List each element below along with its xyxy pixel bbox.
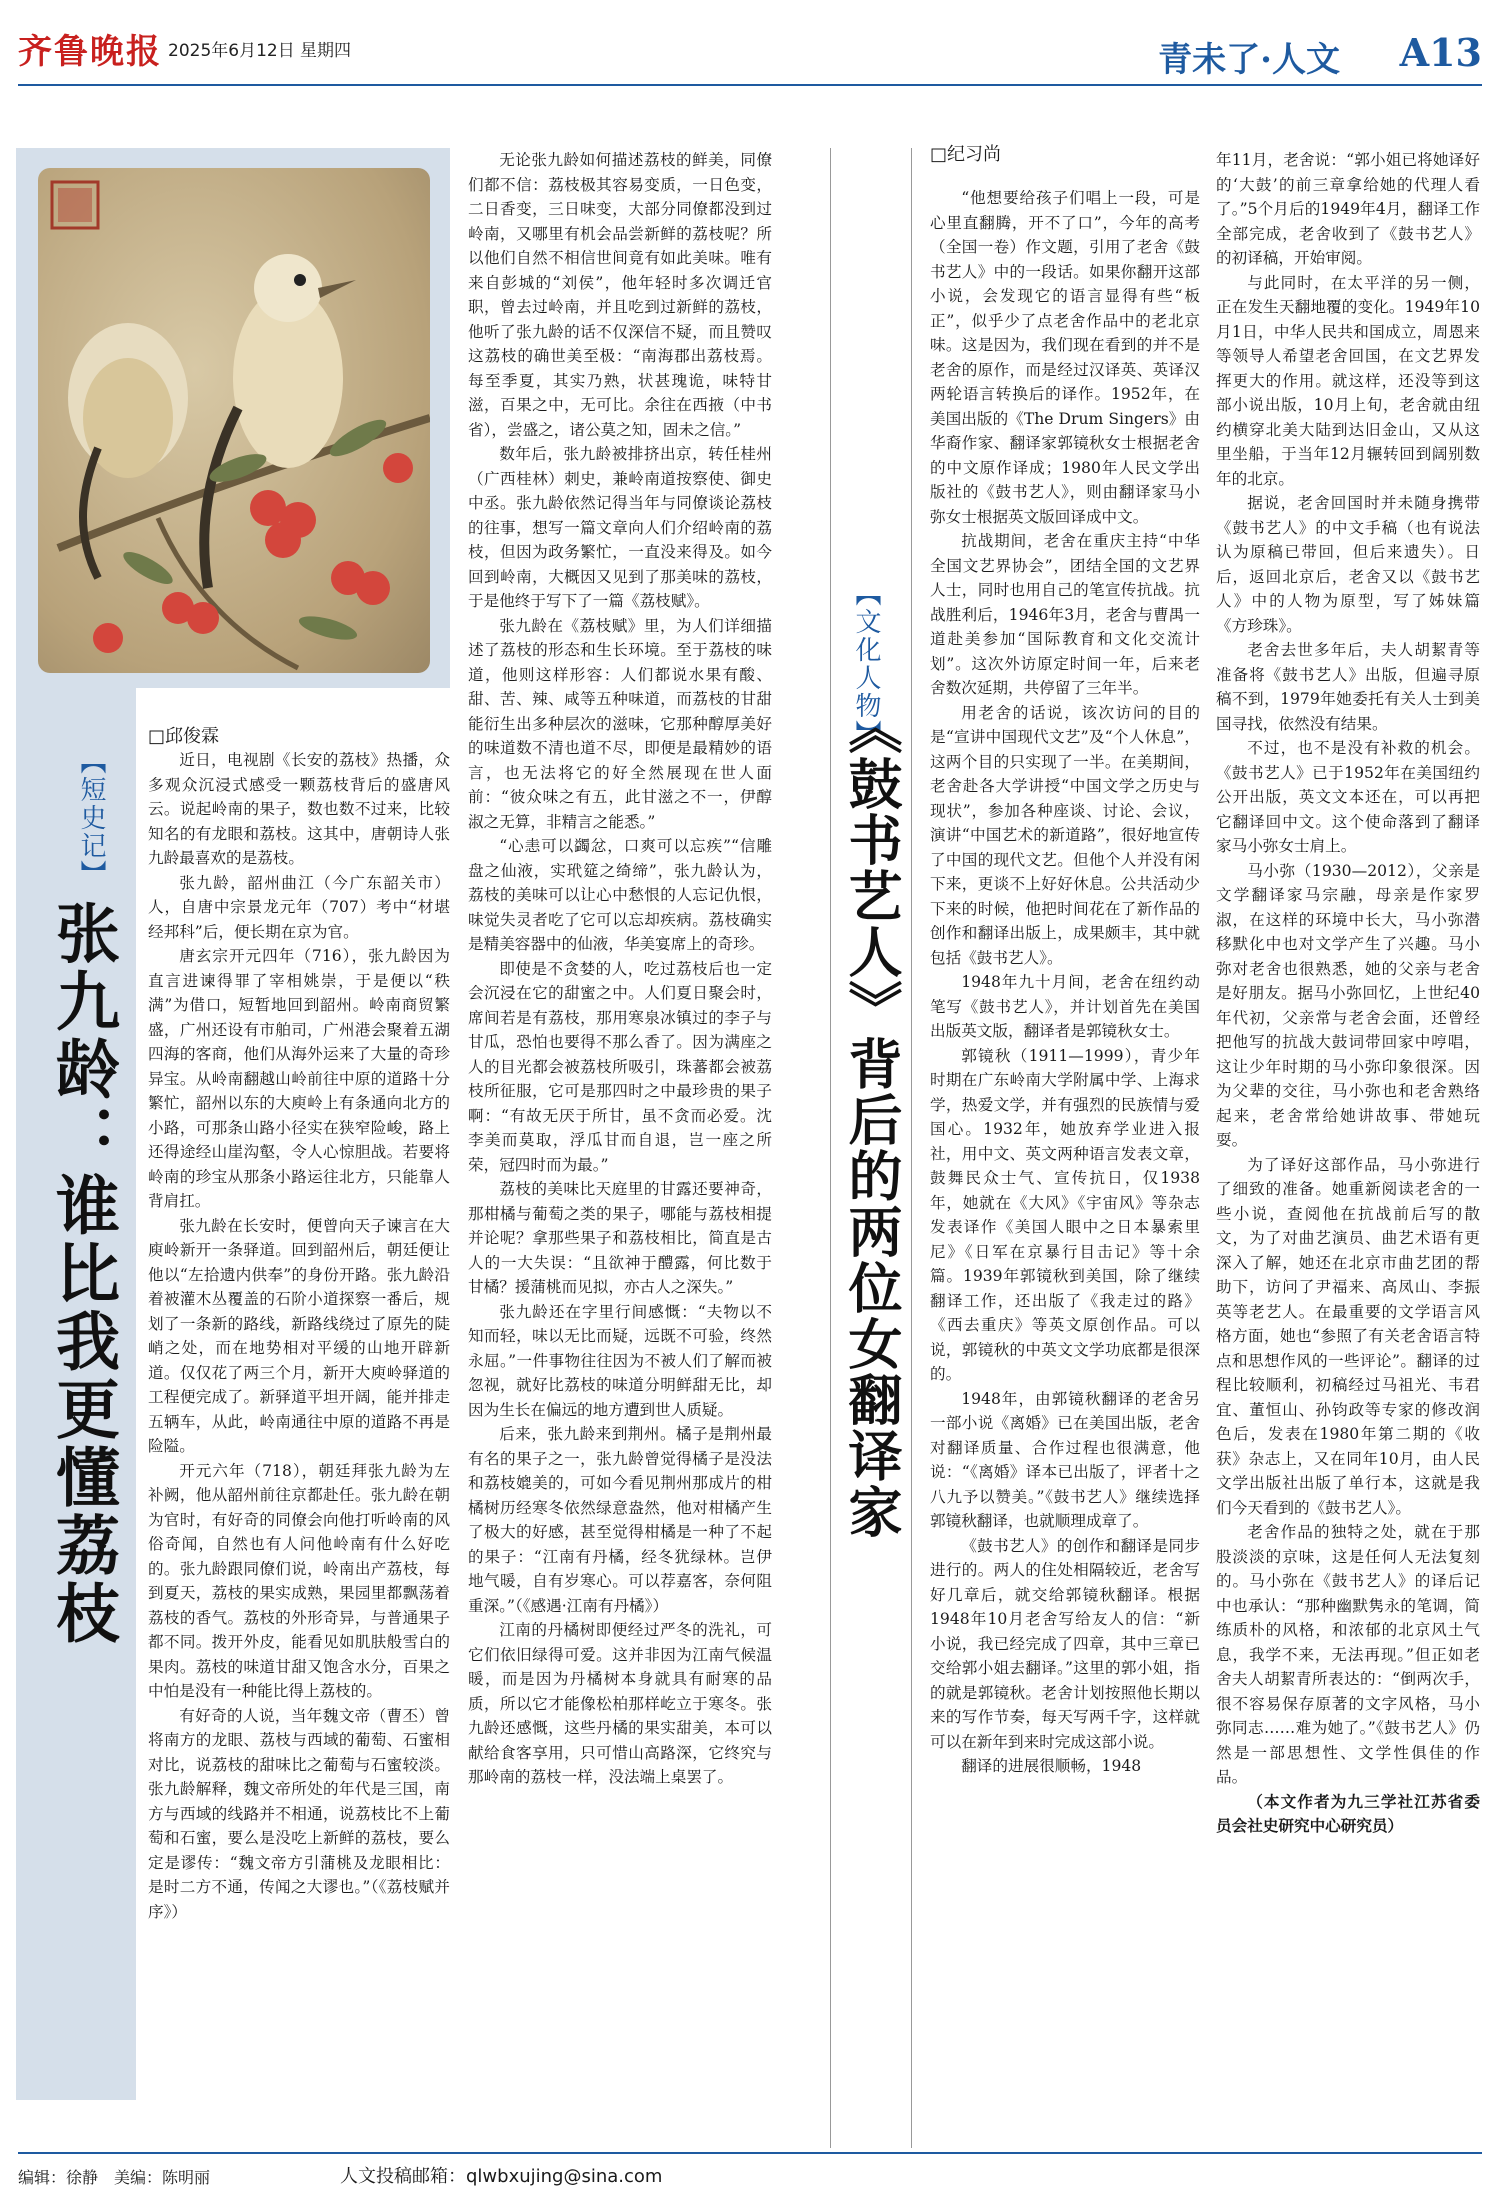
paragraph: 江南的丹橘树即便经过严冬的洗礼，可它们依旧绿得可爱。这并非因为江南气候温暖，而是因为丹橘树本身就具有耐寒的品质，所以它才能像松柏那样屹立于寒冬。张九龄还感慨，这些丹橘的果实甜美，本可以献给食客享用，只可惜山高路深，它终究与那岭南的荔枝一样，没法端上桌罢了。 bbox=[468, 1621, 772, 1786]
paragraph: 老舍作品的独特之处，就在于那股淡淡的京味，这是任何人无法复刻的。马小弥在《鼓书艺人》的译后记中也承认：“那种幽默隽永的笔调，简练质朴的风格，和浓郁的北京风土气息，我学不来，无法再现。”但正如老舍夫人胡絜青所表达的：“倒两次手，很不容易保存原著的文字风格，马小弥同志……难为她了。”《鼓书艺人》仍然是一部思想性、文学性俱佳的作品。 bbox=[1216, 1523, 1480, 1786]
paragraph: 抗战期间，老舍在重庆主持“中华全国文艺界协会”，团结全国的文艺界人士，同时也用自己的笔宣传抗战。抗战胜利后，1946年3月，老舍与曹禺一道赴美参加“国际教育和文化交流计划”。这次外访原定时间一年，后来老舍数次延期，共停留了三年半。 bbox=[930, 532, 1200, 697]
paragraph: 翻译的进展很顺畅，1948 bbox=[961, 1757, 1142, 1775]
paragraph: 马小弥（1930—2012），父亲是文学翻译家马宗融，母亲是作家罗淑，在这样的环境中长大，马小弥潜移默化中也对文学产生了兴趣。马小弥对老舍也很熟悉，她的父亲与老舍是好朋友。据马小弥回忆，上世纪40年代初，父亲常与老舍会面，还曾经把他写的抗战大鼓词带回家中哼唱，这让少年时期的马小弥印象很深。因为父辈的交往，马小弥也和老舍熟络起来，老舍常给她讲故事、带她玩耍。 bbox=[1216, 861, 1480, 1149]
paragraph: 张九龄还在字里行间感慨：“夫物以不知而轻，味以无比而疑，远既不可验，终然永屈。”一件事物往往因为不被人们了解而被忽视，就好比荔枝的味道分明鲜甜无比，却因为生长在偏远的地方遭到世人质疑。 bbox=[468, 1302, 772, 1419]
paragraph: “心恚可以蠲忿，口爽可以忘疾”“信雕盘之仙液，实玳筵之绮缔”，张九龄认为，荔枝的美味可以让心中愁恨的人忘记仇恨，味觉失灵者吃了它可以忘却疾病。荔枝确实是精美容器中的仙液，华美宴席上的奇珍。 bbox=[468, 837, 772, 953]
article-column bbox=[468, 148, 772, 2088]
paragraph: 张九龄在《荔枝赋》里，为人们详细描述了荔枝的形态和生长环境。至于荔枝的味道，他则这样形容：人们都说水果有酸、甜、苦、辣、咸等五种味道，而荔枝的甘甜能衍生出多种层次的滋味，它那种醇厚美好的味道数不清也道不尽，即便是最精妙的语言，也无法将它的好全然展现在世人面前：“彼众味之有五，此甘滋之不一，伊醇淑之无算，非精言之能悉。” bbox=[468, 616, 772, 831]
paragraph: 郭镜秋（1911—1999），青少年时期在广东岭南大学附属中学、上海求学，热爱文学，并有强烈的民族情与爱国心。1932年，她放弃学业进入报社，用中文、英文两种语言发表文章，鼓舞民众士气、宣传抗日，仅1938年，她就在《大风》《宇宙风》等杂志发表译作《美国人眼中之日本暴索里尼》《日军在京暴行目击记》等十余篇。1939年郭镜秋到美国，除了继续翻译工作，还出版了《我走过的路》《西去重庆》等英文原创作品。可以说，郭镜秋的中英文文学功底都是很深的。 bbox=[930, 1046, 1200, 1383]
birds-lychee-painting bbox=[38, 168, 430, 673]
paragraph: 开元六年（718），朝廷拜张九龄为左补阙，他从韶州前往京都赴任。张九龄在朝为官时，有好奇的同僚会向他打听岭南的风俗奇闻，自然也有人问他岭南有什么好吃的。张九龄跟同僚们说，岭南出产荔枝，每到夏天，荔枝的果实成熟，果园里都飘荡着荔枝的香气。荔枝的外形奇异，与普通果子都不同。拨开外皮，能看见如肌肤般雪白的果肉。荔枝的味道甘甜又饱含水分，百果之中怕是没有一种能比得上荔枝的。 bbox=[148, 1461, 450, 1700]
painting-image bbox=[16, 148, 450, 688]
article-column bbox=[1216, 148, 1480, 2088]
column-tag: 【文化人物】 bbox=[851, 580, 881, 748]
paragraph: 与此同时，在太平洋的另一侧，正在发生天翻地覆的变化。1949年10月1日，中华人民共和国成立，周恩来等领导人希望老舍回国，在文艺界发挥更大的作用。就这样，还没等到这部小说出版，10月上旬，老舍就由纽约横穿北美大陆到达旧金山，又从这里坐船，于当年12月辗转回到阔别数年的北京。 bbox=[1216, 273, 1480, 488]
paragraph: 1948年，由郭镜秋翻译的老舍另一部小说《离婚》已在美国出版，老舍对翻译质量、合作过程也很满意，他说：“《离婚》译本已出版了，评者十之八九予以赞美。”《鼓书艺人》继续选择郭镜秋翻译，也就顺理成章了。 bbox=[930, 1389, 1200, 1530]
paragraph: 张九龄在长安时，便曾向天子谏言在大庾岭新开一条驿道。回到韶州后，朝廷便让他以“左拾遗内供奉”的身份开路。张九龄沿着被灌木丛覆盖的石阶小道探察一番后，规划了一条新的路线，新路线绕过了原先的陡峭之处，而在地势相对平缓的山地开辟新道。仅仅花了两三个月，新开大庾岭驿道的工程便完成了。新驿道平坦开阔，能并排走五辆车，从此，岭南通往中原的道路不再是险隘。 bbox=[148, 1216, 450, 1455]
header-rule bbox=[18, 84, 1482, 86]
masthead-logo: 齐鲁晚报 bbox=[18, 32, 162, 72]
footer-rule bbox=[18, 2152, 1482, 2154]
paragraph: 年11月，老舍说：“郭小姐已将她译好的‘大鼓’的前三章拿给她的代理人看了。”5个月后的1949年4月，翻译工作全部完成，老舍收到了《鼓书艺人》的初译稿，开始审阅。 bbox=[1216, 151, 1480, 267]
author-note: （本文作者为九三学社江苏省委员会社史研究中心研究员） bbox=[1216, 1791, 1480, 1835]
article-title: 《鼓书艺人》背后的两位女翻译家 bbox=[840, 700, 904, 1540]
paragraph: 《鼓书艺人》的创作和翻译是同步进行的。两人的住处相隔较近，老舍写好几章后，就交给郭镜秋翻译。根据1948年10月老舍写给友人的信：“新小说，我已经完成了四章，其中三章已交给郭小姐去翻译。”这里的郭小姐，指的就是郭镜秋。老舍计划按照他长期以来的写作节奏，每天写两千字，这样就可以在新年到来时完成这部小说。 bbox=[930, 1536, 1200, 1751]
issue-date: 2025年6月12日 bbox=[168, 41, 295, 61]
paragraph: 1948年九十月间，老舍在纽约动笔写《鼓书艺人》，并计划首先在美国出版英文版，翻译者是郭镜秋女士。 bbox=[930, 973, 1200, 1040]
paragraph: 据说，老舍回国时并未随身携带《鼓书艺人》的中文手稿（也有说法认为原稿已带回，但后来遗失）。日后，返回北京后，老舍又以《鼓书艺人》中的人物为原型，写了姊妹篇《方珍珠》。 bbox=[1216, 494, 1480, 635]
paragraph: 为了译好这部作品，马小弥进行了细致的准备。她重新阅读老舍的一些小说，查阅他在抗战前后写的散文，为了对曲艺演员、曲艺术语有更深入了解，她还在北京市曲艺团的帮助下，访问了尹福来、高凤山、李振英等老艺人。在最重要的文学语言风格方面，她也“参照了有关老舍语言特点和思想作风的一些评论”。翻译的过程比较顺利，初稿经过马祖光、韦君宜、董恒山、孙钧政等专家的修改润色后，发表在1980年第二期的《收获》杂志上，又在同年10月，由人民文学出版社出版了单行本，这就是我们今天看到的《鼓书艺人》。 bbox=[1216, 1155, 1480, 1517]
paragraph: 无论张九龄如何描述荔枝的鲜美，同僚们都不信：荔枝极其容易变质，一日色变，二日香变，三日味变，大部分同僚都没到过岭南，又哪里有机会品尝新鲜的荔枝呢？所以他们自然不相信世间竟有如此美味。唯有来自彭城的“刘侯”，他年轻时多次调迁官职，曾去过岭南，并且吃到过新鲜的荔枝，他听了张九龄的话不仅深信不疑，而且赞叹这荔枝的确世美至极：“南海郡出荔枝焉。每至季夏，其实乃熟，状甚瑰诡，味特甘滋，百果之中，无可比。余往在西掖（中书省），尝盛之，诸公莫之知，固未之信。” bbox=[468, 151, 772, 439]
paragraph: 唐玄宗开元四年（716），张九龄因为直言进谏得罪了宰相姚崇，于是便以“秩满”为借口，短暂地回到韶州。岭南商贸繁盛，广州还设有市舶司，广州港会聚着五湖四海的客商，他们从海外运来了大量的奇珍异宝。从岭南翻越山岭前往中原的道路十分繁忙，韶州以东的大庾岭上有条通向北方的小路，可那条山路小径实在狭窄险峻，路上还得途经山崖沟壑，令人心惊胆战。若要将岭南的珍宝从那条小路运往北方，只能靠人背肩扛。 bbox=[148, 947, 450, 1210]
paragraph: 张九龄，韶州曲江（今广东韶关市）人，自唐中宗景龙元年（707）考中“材堪经邦科”后，便长期在京为官。 bbox=[148, 873, 450, 941]
article-column bbox=[930, 186, 1200, 2088]
article-title: 张九龄：谁比我更懂荔枝 bbox=[45, 900, 120, 1648]
article-column bbox=[148, 748, 450, 2088]
paragraph: 用老舍的话说，该次访问的目的是“宣讲中国现代文艺”及“个人休息”，这两个目的只实现了一半。在美期间，老舍赴各大学讲授“中国文学之历史与现状”，参加各种座谈、讨论、会议，演讲“中国艺术的新道路”，很好地宣传了中国的现代文艺。但他个人并没有闲下来，更谈不上好好休息。公共活动少下来的时候，他把时间花在了新作品的创作和翻译出版上，成果颇丰，其中就包括《鼓书艺人》。 bbox=[930, 703, 1200, 967]
paragraph: 即使是不贪婪的人，吃过荔枝后也一定会沉浸在它的甜蜜之中。人们夏日聚会时，席间若是有荔枝，那用寒泉冰镇过的李子与甘瓜，恐怕也要得不那么香了。因为满座之人的目光都会被荔枝所吸引，珠蕃都会被荔枝所征服，它可是那四时之中最珍贵的果子啊：“有故无厌于所甘，虽不贪而必爱。沈李美而莫取，浮瓜甘而自退，岂一座之所荣，冠四时而为最。” bbox=[468, 959, 772, 1174]
paragraph: 数年后，张九龄被排挤出京，转任桂州（广西桂林）刺史，兼岭南道按察使、御史中丞。张九龄依然记得当年与同僚谈论荔枝的往事，想写一篇文章向人们介绍岭南的荔枝，但因为政务繁忙，一直没来得及。如今回到岭南，大概因又见到了那美味的荔枝，于是他终于写下了一篇《荔枝赋》。 bbox=[468, 445, 772, 610]
paragraph: 老舍去世多年后，夫人胡絜青等准备将《鼓书艺人》出版，但遍寻原稿不到，1979年她委托有关人士到美国寻找，依然没有结果。 bbox=[1216, 641, 1480, 733]
issue-weekday: 星期四 bbox=[300, 41, 351, 61]
paragraph: “他想要给孩子们唱上一段，可是心里直翻腾，开不了口”，今年的高考（全国一卷）作文题，引用了老舍《鼓书艺人》中的一段话。如果你翻开这部小说，会发现它的语言显得有些“板正”，似乎少了点老舍作品中的老北京味。这是因为，我们现在看到的并不是老舍的原作，而是经过汉译英、英译汉两轮语言转换后的译作。1952年，在美国出版的《The Drum Singers》由华裔作家、翻译家郭镜秋女士根据老舍的中文原作译成；1980年人民文学出版社的《鼓书艺人》，则由翻译家马小弥女士根据英文版回译成中文。 bbox=[930, 189, 1200, 526]
column-tag: 【短史记】 bbox=[76, 748, 106, 888]
page-number: A13 bbox=[1399, 30, 1482, 75]
article-author: □纪习尚 bbox=[930, 144, 1002, 165]
footer-editor: 编辑：徐静 美编：陈明丽 bbox=[18, 2168, 211, 2187]
paragraph: 有好奇的人说，当年魏文帝（曹丕）曾将南方的龙眼、荔枝与西域的葡萄、石蜜相对比，说荔枝的甜味比之葡萄与石蜜较淡。张九龄解释，魏文帝所处的年代是三国，南方与西域的线路并不相通，说荔枝比不上葡萄和石蜜，要么是没吃上新鲜的荔枝，要么定是谬传：“魏文帝方引蒲桃及龙眼相比：是时二方不通，传闻之大谬也。”（《荔枝赋并序》） bbox=[148, 1706, 450, 1921]
paragraph: 近日，电视剧《长安的荔枝》热播，众多观众沉浸式感受一颗荔枝背后的盛唐风云。说起岭南的果子，数也数不过来，比较知名的有龙眼和荔枝。这其中，唐朝诗人张九龄最喜欢的是荔枝。 bbox=[148, 751, 450, 867]
paragraph: 后来，张九龄来到荆州。橘子是荆州最有名的果子之一，张九龄曾觉得橘子是没法和荔枝媲美的，可如今看见荆州那成片的柑橘树历经寒冬依然绿意盎然，他对柑橘产生了极大的好感，甚至觉得柑橘是一种了不起的果子：“江南有丹橘，经冬犹绿林。岂伊地气暖，自有岁寒心。可以荐嘉客，奈何阻重深。”（《感遇·江南有丹橘》） bbox=[468, 1425, 772, 1615]
article-author: □邱俊霖 bbox=[148, 726, 220, 747]
paragraph: 不过，也不是没有补救的机会。《鼓书艺人》已于1952年在美国纽约公开出版，英文文本还在，可以再把它翻译回中文。这个使命落到了翻译家马小弥女士肩上。 bbox=[1216, 739, 1480, 855]
footer-email: 人文投稿邮箱：qlwbxujing@sina.com bbox=[340, 2166, 663, 2187]
section-name: 青未了·人文 bbox=[1158, 40, 1340, 80]
paragraph: 荔枝的美味比天庭里的甘露还要神奇，那柑橘与葡萄之类的果子，哪能与荔枝相提并论呢？拿那些果子和荔枝相比，简直是古人的一大失误：“且欲神于醴露，何比数于甘橘？援蒲桃而见拟，亦古人之深失。” bbox=[468, 1180, 772, 1296]
